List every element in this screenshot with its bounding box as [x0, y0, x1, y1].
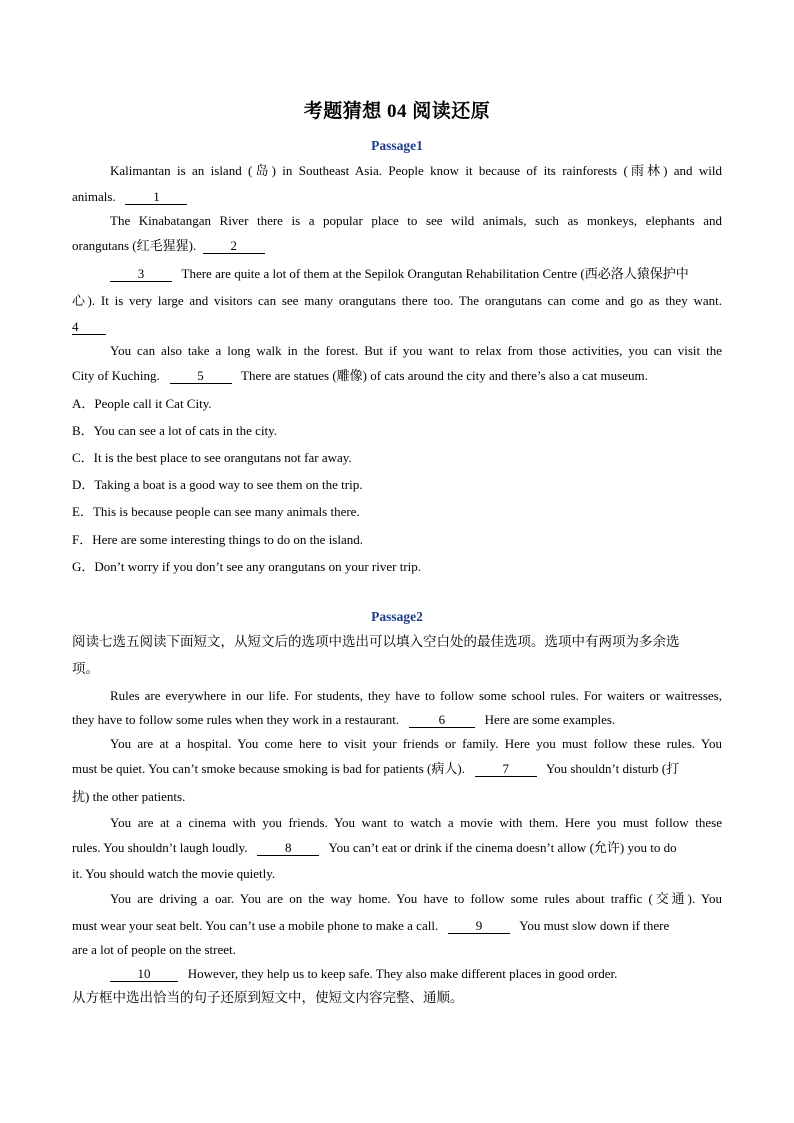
passage2-paragraph3-line1: You are at a cinema with you friends. You want to watch a movie with them. Here you must follow these: [110, 815, 722, 830]
passage2-paragraph3-line2: [72, 839, 722, 857]
passage2-text: You shouldn’t disturb (打: [545, 761, 680, 776]
option-a: A．People call it Cat City.: [72, 396, 212, 411]
passage2-paragraph2-line2: [72, 760, 722, 778]
answer-blank-6[interactable]: 6: [409, 713, 475, 728]
passage2-text: You can’t eat or drink if the cinema doesn’t allow (允许) you to do: [328, 840, 677, 855]
passage1-text: There are quite a lot of them at the Sepilok Orangutan Rehabilitation Centre (西必洛人猿保护中: [181, 266, 689, 281]
passage2-paragraph4-line2: [72, 917, 722, 935]
passage1-heading: Passage1: [371, 138, 423, 153]
passage1-paragraph2-line2: [72, 237, 722, 255]
passage1-paragraph1-line2: [72, 188, 722, 206]
passage2-paragraph2-line3: 扰) the other patients.: [72, 789, 186, 804]
passage2-text: rules. You shouldn’t laugh loudly.: [72, 840, 248, 855]
passage2-heading: Passage2: [371, 609, 423, 624]
passage2-closing-instruction: 从方框中选出恰当的句子还原到短文中，使短文内容完整、通顺。: [72, 990, 464, 1006]
answer-blank-2[interactable]: 2: [203, 239, 265, 254]
answer-blank-4[interactable]: 4: [72, 320, 106, 335]
passage2-text: However, they help us to keep safe. They also make different places in good order.: [187, 966, 618, 981]
passage2-text: they have to follow some rules when they work in a restaurant.: [72, 712, 400, 727]
passage2-instructions-line1: 阅读七选五阅读下面短文，从短文后的选项中选出可以填入空白处的最佳选项。选项中有两项为多余选: [72, 634, 680, 650]
answer-blank-9[interactable]: 9: [448, 919, 510, 934]
option-e: E．This is because people can see many animals there.: [72, 504, 360, 519]
option-g: G．Don’t worry if you don’t see any orangutans on your river trip.: [72, 559, 422, 574]
page-title: 考题猜想 04 阅读还原: [303, 101, 491, 122]
passage2-paragraph4-line3: are a lot of people on the street.: [72, 942, 236, 957]
passage1-text: animals.: [72, 189, 116, 204]
answer-blank-8[interactable]: 8: [257, 841, 319, 856]
answer-blank-1[interactable]: 1: [125, 190, 187, 205]
option-b: B．You can see a lot of cats in the city.: [72, 423, 278, 438]
passage1-text: There are statues (雕像) of cats around the city and there’s also a cat museum.: [241, 368, 648, 383]
answer-blank-7[interactable]: 7: [475, 762, 537, 777]
passage2-paragraph5-line1: [110, 965, 722, 983]
passage2-instructions-line2: 项。: [72, 661, 99, 677]
answer-blank-5[interactable]: 5: [170, 369, 232, 384]
passage1-paragraph4-line1: You can also take a long walk in the forest. But if you want to relax from those activities, you can visit the: [110, 343, 722, 358]
option-d: D．Taking a boat is a good way to see them on the trip.: [72, 477, 363, 492]
passage1-text: orangutans (红毛猩猩).: [72, 238, 197, 253]
passage2-text: Here are some examples.: [484, 712, 616, 727]
passage1-paragraph3-line2: 心). It is very large and visitors can see many orangutans there too. The orangutans can come and go as they want.: [72, 293, 722, 308]
passage2-paragraph3-line3: it. You should watch the movie quietly.: [72, 866, 276, 881]
answer-blank-3[interactable]: 3: [110, 267, 172, 282]
option-f: F．Here are some interesting things to do on the island.: [72, 532, 364, 547]
passage1-paragraph1-line1: Kalimantan is an island (岛) in Southeast Asia. People know it because of its rainforests (雨林) and wild: [110, 163, 722, 178]
answer-blank-10[interactable]: 10: [110, 967, 178, 982]
passage1-paragraph2-line1: The Kinabatangan River there is a popular place to see wild animals, such as monkeys, elephants and: [110, 213, 722, 228]
passage2-paragraph2-line1: You are at a hospital. You come here to visit your friends or family. Here you must follow these rules. You: [110, 736, 722, 751]
passage1-text: City of Kuching.: [72, 368, 160, 383]
passage2-text: must wear your seat belt. You can’t use a mobile phone to make a call.: [72, 918, 439, 933]
passage1-paragraph4-line2: [72, 367, 722, 385]
passage2-paragraph1-line1: Rules are everywhere in our life. For students, they have to follow some school rules. For waiters or waitresses,: [110, 688, 722, 703]
passage2-paragraph4-line1: You are driving a oar. You are on the way home. You have to follow some rules about traffic (交通). You: [110, 891, 723, 906]
passage1-paragraph3-line3: [72, 318, 722, 336]
passage2-text: must be quiet. You can’t smoke because smoking is bad for patients (病人).: [72, 761, 465, 776]
passage2-text: You must slow down if there: [519, 918, 670, 933]
option-c: C．It is the best place to see orangutans not far away.: [72, 450, 352, 465]
passage2-paragraph1-line2: [72, 711, 722, 729]
passage1-paragraph3-line1: [110, 265, 722, 283]
